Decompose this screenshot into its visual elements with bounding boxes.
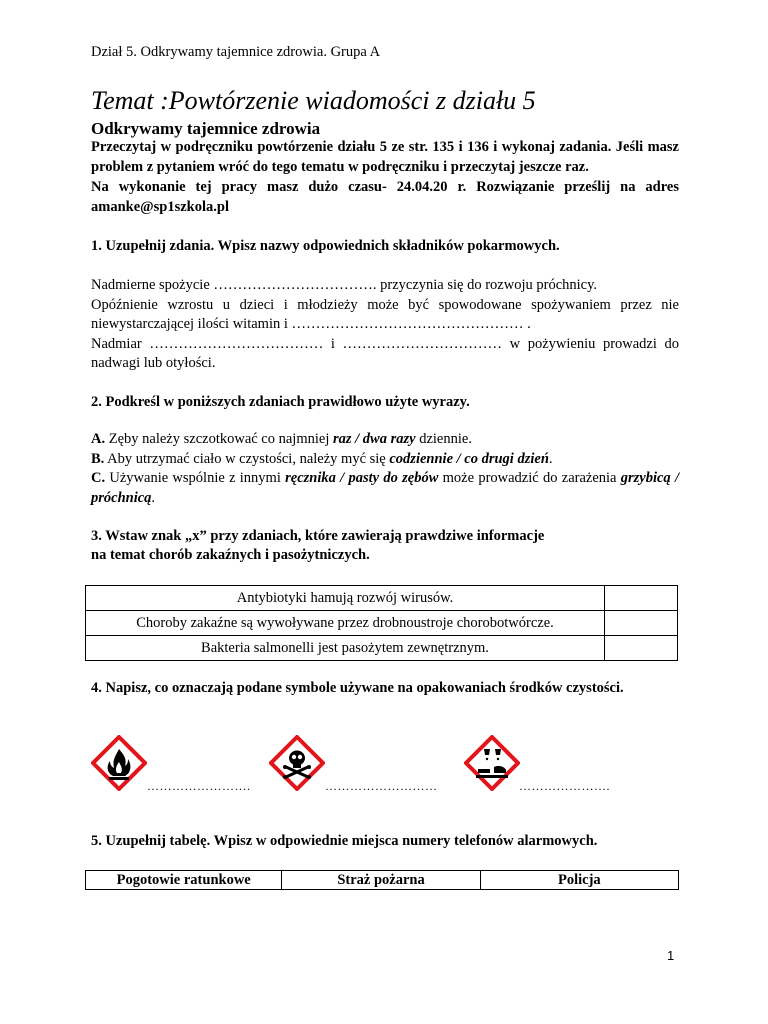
subtitle: Odkrywamy tajemnice zdrowia (91, 119, 321, 138)
task-2-body (91, 430, 679, 508)
column-header-police: Policja (480, 871, 678, 890)
answer-cell[interactable] (605, 611, 678, 636)
table-row (86, 636, 678, 661)
sentence-b-text: Aby utrzymać ciało w czystości, należy myć się (104, 450, 390, 467)
table-row (86, 611, 678, 636)
task-3-title (91, 527, 679, 565)
table-row (86, 586, 678, 611)
task-1-sentence-2: Opóźnienie wzrostu u dzieci i młodzieży może być spowodowane spożywaniem przez nie niewystarczającej ilości witamin i ………………………………………… . (91, 296, 679, 332)
sentence-b-end: . (548, 450, 553, 467)
statement-cell: Bakteria salmonelli jest pasożytem zewnętrznym. (86, 636, 605, 661)
page-number: 1 (667, 948, 675, 963)
task-2-sentence-a (91, 430, 679, 450)
task-1-sentence-1: Nadmierne spożycie ……………………………. przyczynia się do rozwoju próchnicy. (91, 277, 598, 293)
answer-blank-1: ……………………. (147, 779, 251, 793)
task-1-title: 1. Uzupełnij zdania. Wpisz nazwy odpowiednich składników pokarmowych. (91, 238, 560, 254)
table-header-row (86, 871, 679, 890)
skull-crossbones-icon (269, 735, 325, 791)
sentence-c-text: Używanie wspólnie z innymi (105, 470, 286, 486)
task-5-title: 5. Uzupełnij tabelę. Wpisz w odpowiednie miejsca numery telefonów alarmowych. (91, 833, 598, 849)
sentence-c-mid: może prowadzić do zarażenia (438, 470, 621, 486)
task-1-body (91, 276, 679, 374)
label-c: C. (91, 470, 106, 486)
option-c-2: grzybicą / próchnicą (91, 470, 679, 506)
hazard-symbols (91, 735, 679, 805)
task-2-sentence-b (91, 450, 679, 470)
flame-icon (91, 735, 147, 791)
answer-blank-3: …………………. (519, 779, 610, 793)
sentence-a-end: dziennie. (415, 431, 472, 447)
label-a: A. (91, 431, 106, 447)
corrosive-icon (464, 735, 520, 791)
label-b: B. (91, 450, 105, 467)
answer-blank-2: ……………………… (325, 779, 438, 793)
instructions-line-2: Na wykonanie tej pracy masz dużo czasu- 24.04.20 r. Rozwiązanie prześlij na adres amanke@sp1szkola.pl (91, 179, 679, 215)
answer-cell[interactable] (605, 586, 678, 611)
answer-cell[interactable] (605, 636, 678, 661)
statement-cell: Choroby zakaźne są wywoływane przez drobnoustroje chorobotwórcze. (86, 611, 605, 636)
task-2-title: 2. Podkreśl w poniższych zdaniach prawidłowo użyte wyrazy. (91, 394, 470, 410)
column-header-fire-brigade: Straż pożarna (282, 871, 480, 890)
task-2-sentence-c (91, 469, 679, 508)
task-3-title-line-1: 3. Wstaw znak „x” przy zdaniach, które zawierają prawdziwe informacje (91, 528, 545, 544)
option-b: codziennie / co drugi dzień (389, 450, 549, 467)
task-5-table (85, 870, 679, 890)
sentence-c-end: . (151, 489, 156, 506)
task-4-title: 4. Napisz, co oznaczają podane symbole używane na opakowaniach środków czystości. (91, 680, 624, 696)
task-3-table (85, 585, 678, 661)
option-a: raz / dwa razy (332, 431, 416, 447)
task-1-sentence-3: Nadmiar ……………………………… i …………………………… w pożywieniu prowadzi do nadwagi lub otyłości. (91, 335, 679, 371)
sentence-a-text: Zęby należy szczotkować co najmniej (105, 431, 333, 447)
document-header: Dział 5. Odkrywamy tajemnice zdrowia. Grupa A (91, 44, 381, 60)
option-c-1: ręcznika / pasty do zębów (285, 470, 439, 486)
instructions (91, 137, 679, 217)
column-header-ambulance: Pogotowie ratunkowe (86, 871, 282, 890)
topic-title: Temat :Powtórzenie wiadomości z działu 5 (91, 86, 536, 115)
statement-cell: Antybiotyki hamują rozwój wirusów. (86, 586, 605, 611)
task-3-title-line-2: na temat chorób zakaźnych i pasożytniczych. (91, 547, 370, 563)
instructions-line-1: Przeczytaj w podręczniku powtórzenie działu 5 ze str. 135 i 136 i wykonaj zadania. Jeśli masz problem z pytaniem wróć do tego tematu w podręczniku i przeczytaj jeszcze raz. (91, 139, 679, 175)
